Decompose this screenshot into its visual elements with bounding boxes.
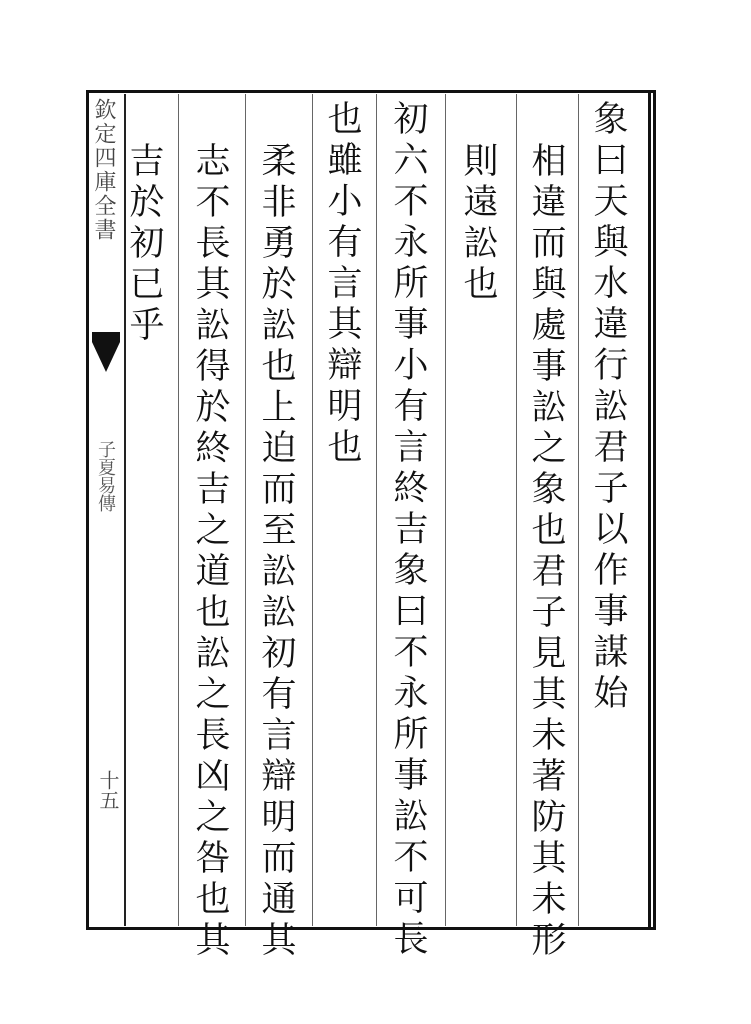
column-rule (516, 94, 517, 926)
column-rule (578, 94, 579, 926)
text-column-4: 初六不永所事小有言終吉象曰不永所事訟不可長 (388, 100, 428, 961)
page-border-frame (86, 90, 656, 930)
text-column-6: 柔非勇於訟也上迫而至訟訟初有言辯明而通其 (256, 142, 296, 962)
text-column-1: 象曰天與水違行訟君子以作事謀始 (588, 100, 628, 715)
column-rule (445, 94, 446, 926)
fold-book-title: 欽定四庫全書 (91, 98, 116, 242)
column-rule (245, 94, 246, 926)
page-border-inner-line (648, 90, 651, 930)
text-column-2: 相違而與處事訟之象也君子見其未著防其未形 (526, 142, 566, 962)
text-column-8: 吉於初已乎 (124, 142, 164, 347)
fishtail-mark (92, 342, 120, 372)
column-rule (178, 94, 179, 926)
fold-section-title: 子夏易傳 (95, 440, 116, 512)
column-rule (376, 94, 377, 926)
fold-page-number: 十五 (96, 770, 120, 810)
text-column-3: 則遠訟也 (458, 142, 498, 306)
column-rule (312, 94, 313, 926)
fishtail-mark-bar (92, 332, 120, 342)
text-column-7: 志不長其訟得於終吉之道也訟之長凶之咎也其 (190, 142, 230, 962)
text-column-5: 也雖小有言其辯明也 (322, 100, 362, 469)
